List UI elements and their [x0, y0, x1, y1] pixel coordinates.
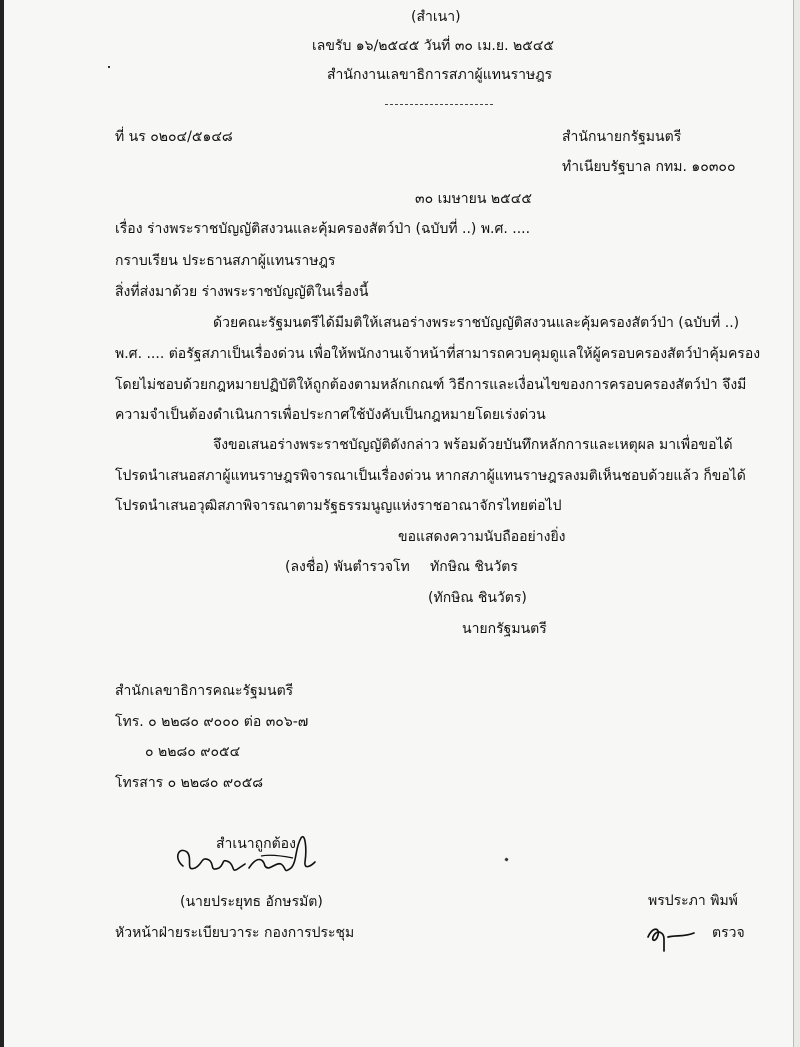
checked-label: ตรวจ: [712, 925, 745, 941]
footer-fax: โทรสาร ๐ ๒๒๘๐ ๙๐๕๘: [115, 775, 264, 791]
signer-name-parenthesized: (ทักษิณ ชินวัตร): [428, 590, 527, 606]
enclosure-line: สิ่งที่ส่งมาด้วย ร่างพระราชบัญญัติในเรื่องนี้: [115, 284, 369, 300]
body-p1-line2: พ.ศ. .... ต่อรัฐสภาเป็นเรื่องด่วน เพื่อให้พนักงานเจ้าหน้าที่สามารถควบคุมดูแลให้ผู้ครอบครองสัตว์ป่าคุ้มครอง: [115, 346, 761, 362]
sender-address: ทำเนียบรัฐบาล กทม. ๑๐๓๐๐: [562, 159, 736, 175]
receipt-number: เลขรับ ๑๖/๒๕๔๕ วันที่ ๓๐ เม.ย. ๒๕๔๕: [312, 38, 555, 54]
body-p2-line3: โปรดนำเสนอวุฒิสภาพิจารณาตามรัฐธรรมนูญแห่งราชอาณาจักรไทยต่อไป: [115, 498, 562, 514]
body-p1-line1: ด้วยคณะรัฐมนตรีได้มีมติให้เสนอร่างพระราชบัญญัติสงวนและคุ้มครองสัตว์ป่า (ฉบับที่ ..): [213, 315, 740, 331]
signer-position: นายกรัฐมนตรี: [462, 621, 547, 637]
subject-line: เรื่อง ร่างพระราชบัญญัติสงวนและคุ้มครองสัตว์ป่า (ฉบับที่ ..) พ.ศ. ....: [115, 221, 531, 237]
certifier-name: (นายประยุทธ อักษรมัต): [180, 894, 323, 910]
footer-office: สำนักเลขาธิการคณะรัฐมนตรี: [115, 683, 294, 699]
footer-tel-2: ๐ ๒๒๘๐ ๙๐๕๔: [145, 744, 241, 760]
scan-right-edge: [793, 0, 800, 1047]
footer-tel: โทร. ๐ ๒๒๘๐ ๙๐๐๐ ต่อ ๓๐๖-๗: [115, 714, 309, 730]
receiving-office: สำนักงานเลขาธิการสภาผู้แทนราษฎร: [327, 67, 553, 83]
typist-credit: พรประภา พิมพ์: [648, 893, 738, 909]
body-p2-line2: โปรดนำเสนอสภาผู้แทนราษฎรพิจารณาเป็นเรื่องด่วน หากสภาผู้แทนราษฎรลงมติเห็นชอบด้วยแล้ว ก็ขอได้: [115, 468, 746, 484]
initials-mark: [642, 915, 700, 955]
body-p1-line3: โดยไม่ชอบด้วยกฎหมายปฏิบัติให้ถูกต้องตามหลักเกณฑ์ วิธีการและเงื่อนไขของการครอบครองสัตว์ป่า จึงมี: [115, 377, 747, 393]
certifier-title: หัวหน้าฝ่ายระเบียบวาระ กองการประชุม: [115, 925, 355, 941]
sender-office: สำนักนายกรัฐมนตรี: [562, 129, 682, 145]
signer-name: ทักษิณ ชินวัตร: [430, 559, 518, 575]
letter-date: ๓๐ เมษายน ๒๕๔๕: [415, 191, 532, 207]
scan-speck: [108, 66, 110, 68]
handwritten-signature: [165, 828, 335, 880]
reference-number: ที่ นร ๐๒๐๔/๕๑๔๘: [115, 129, 233, 145]
body-p1-line4: ความจำเป็นต้องดำเนินการเพื่อประกาศใช้บังคับเป็นกฎหมายโดยเร่งด่วน: [115, 407, 546, 423]
closing-salutation: ขอแสดงความนับถืออย่างยิ่ง: [398, 529, 566, 545]
copy-mark: (สำเนา): [411, 9, 461, 25]
signed-prefix: (ลงชื่อ) พันตำรวจโท: [285, 559, 410, 575]
scan-speck: [504, 857, 508, 861]
certified-copy-label: สำเนาถูกต้อง: [216, 836, 296, 852]
body-p2-line1: จึงขอเสนอร่างพระราชบัญญัติดังกล่าว พร้อมด้วยบันทึกหลักการและเหตุผล มาเพื่อขอได้: [213, 437, 733, 453]
scan-left-edge: [0, 0, 4, 1047]
header-divider: [385, 104, 493, 105]
recipient-line: กราบเรียน ประธานสภาผู้แทนราษฎร: [115, 253, 336, 269]
